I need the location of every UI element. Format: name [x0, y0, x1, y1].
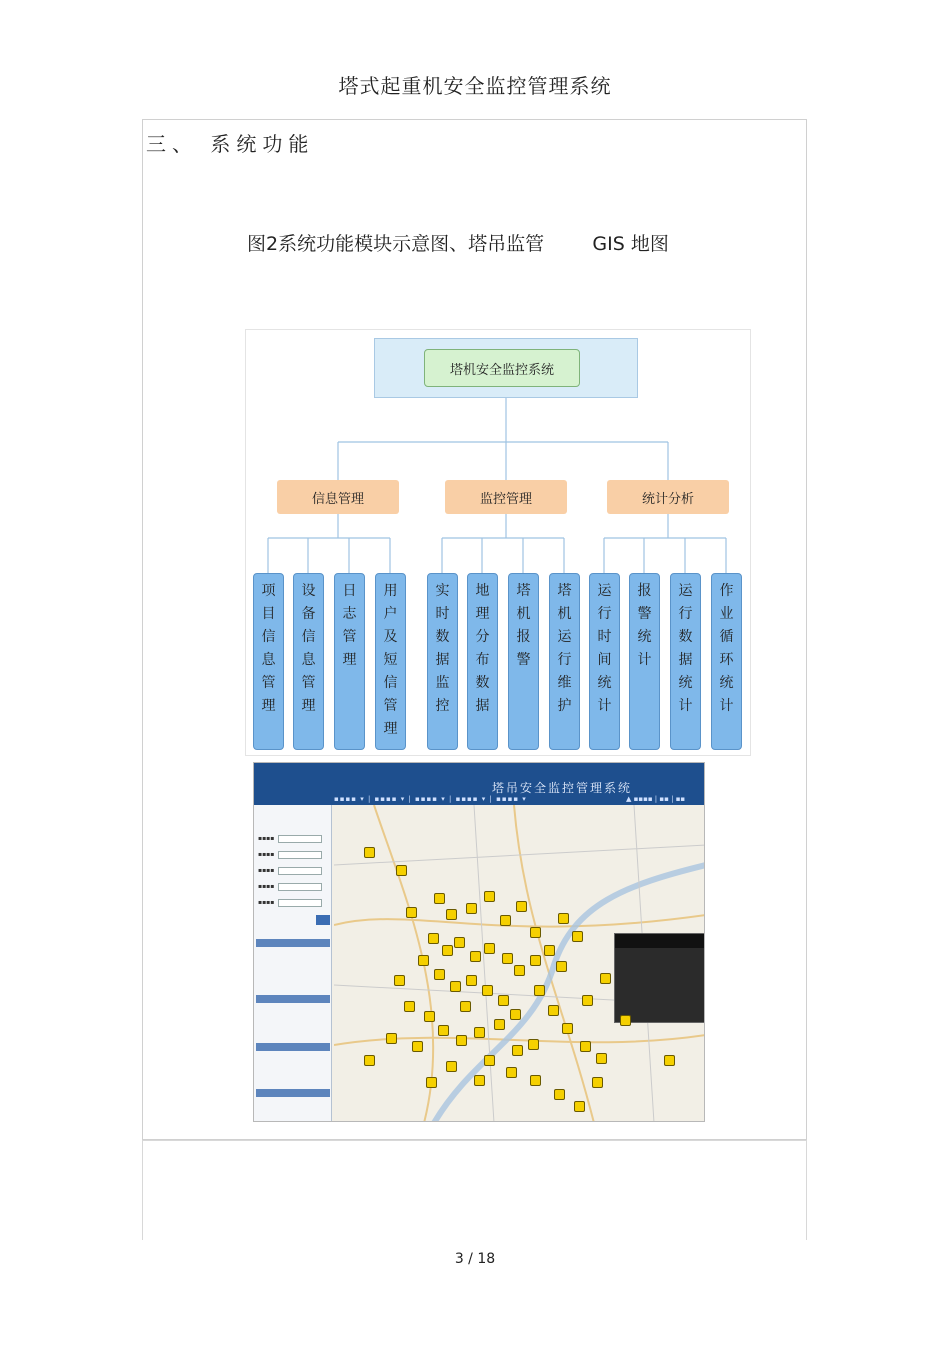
- tower-crane-marker-icon: [364, 1055, 375, 1066]
- gis-header: [254, 763, 705, 805]
- gis-title: 塔吊安全监控管理系统: [492, 781, 633, 795]
- tower-crane-marker-icon: [530, 927, 541, 938]
- tower-crane-marker-icon: [482, 985, 493, 996]
- tower-crane-marker-icon: [500, 915, 511, 926]
- leaf-node: 项 目 信 息 管 理: [253, 573, 284, 750]
- tower-crane-marker-icon: [494, 1019, 505, 1030]
- tower-crane-marker-icon: [396, 865, 407, 876]
- leaf-node: 日 志 管 理: [334, 573, 365, 750]
- tower-crane-marker-icon: [474, 1075, 485, 1086]
- gis-map-screenshot: [253, 762, 705, 1122]
- tower-crane-marker-icon: [620, 1015, 631, 1026]
- tower-crane-marker-icon: [498, 995, 509, 1006]
- leaf-node: 实 时 数 据 监 控: [427, 573, 458, 750]
- tower-crane-marker-icon: [530, 955, 541, 966]
- tower-crane-marker-icon: [512, 1045, 523, 1056]
- tower-crane-marker-icon: [406, 907, 417, 918]
- search-button: [316, 915, 330, 925]
- list-item-header: [256, 939, 330, 947]
- tower-crane-marker-icon: [572, 931, 583, 942]
- tower-crane-marker-icon: [454, 937, 465, 948]
- tower-crane-marker-icon: [548, 1005, 559, 1016]
- tower-crane-marker-icon: [514, 965, 525, 976]
- filter-input: [278, 883, 322, 891]
- filter-label: ▪▪▪▪: [258, 867, 275, 874]
- tower-crane-marker-icon: [460, 1001, 471, 1012]
- tower-crane-marker-icon: [484, 891, 495, 902]
- info-popup: [614, 933, 705, 1023]
- tower-crane-marker-icon: [404, 1001, 415, 1012]
- filter-label: ▪▪▪▪: [258, 899, 275, 906]
- tower-crane-marker-icon: [596, 1053, 607, 1064]
- tower-crane-marker-icon: [394, 975, 405, 986]
- tower-crane-marker-icon: [600, 973, 611, 984]
- leaf-node: 塔 机 报 警: [508, 573, 539, 750]
- tower-crane-marker-icon: [530, 1075, 541, 1086]
- tower-crane-marker-icon: [424, 1011, 435, 1022]
- tower-crane-marker-icon: [446, 1061, 457, 1072]
- page-number: 3 / 18: [454, 1251, 496, 1267]
- tower-crane-marker-icon: [456, 1035, 467, 1046]
- tower-crane-marker-icon: [470, 951, 481, 962]
- list-item-header: [256, 995, 330, 1003]
- tower-crane-marker-icon: [484, 1055, 495, 1066]
- tower-crane-marker-icon: [484, 943, 495, 954]
- tower-crane-marker-icon: [534, 985, 545, 996]
- category-node: 统计分析: [607, 480, 729, 514]
- tower-crane-marker-icon: [544, 945, 555, 956]
- gis-sidebar: [254, 805, 332, 1122]
- figure-caption: 图2系统功能模块示意图、塔吊监管 GIS 地图: [247, 233, 669, 255]
- leaf-node: 地 理 分 布 数 据: [467, 573, 498, 750]
- tower-crane-marker-icon: [450, 981, 461, 992]
- tower-crane-marker-icon: [580, 1041, 591, 1052]
- tower-crane-marker-icon: [386, 1033, 397, 1044]
- tower-crane-marker-icon: [446, 909, 457, 920]
- tower-crane-marker-icon: [426, 1077, 437, 1088]
- filter-label: ▪▪▪▪: [258, 883, 275, 890]
- tower-crane-marker-icon: [592, 1077, 603, 1088]
- filter-label: ▪▪▪▪: [258, 851, 275, 858]
- leaf-node: 运 行 数 据 统 计: [670, 573, 701, 750]
- leaf-node: 报 警 统 计: [629, 573, 660, 750]
- gis-nav-bar: ▪▪▪▪ ▾ | ▪▪▪▪ ▾ | ▪▪▪▪ ▾ | ▪▪▪▪ ▾ | ▪▪▪▪ ▾: [334, 795, 527, 803]
- tower-crane-marker-icon: [510, 1009, 521, 1020]
- tower-crane-marker-icon: [364, 847, 375, 858]
- leaf-node: 用 户 及 短 信 管 理: [375, 573, 406, 750]
- tower-crane-marker-icon: [516, 901, 527, 912]
- tower-crane-marker-icon: [506, 1067, 517, 1078]
- leaf-node: 运 行 时 间 统 计: [589, 573, 620, 750]
- category-node: 信息管理: [277, 480, 399, 514]
- leaf-node: 设 备 信 息 管 理: [293, 573, 324, 750]
- next-content-frame: [142, 1140, 807, 1240]
- section-heading: 三、 系统功能: [146, 132, 315, 156]
- filter-select: [278, 867, 322, 875]
- category-node: 监控管理: [445, 480, 567, 514]
- tower-crane-marker-icon: [562, 1023, 573, 1034]
- tower-crane-marker-icon: [556, 961, 567, 972]
- root-node: 塔机安全监控系统: [424, 349, 580, 387]
- leaf-node: 塔 机 运 行 维 护: [549, 573, 580, 750]
- tower-crane-marker-icon: [474, 1027, 485, 1038]
- user-icon: ▲ ▪▪▪▪ | ▪▪ | ▪▪: [626, 795, 686, 803]
- tower-crane-marker-icon: [434, 893, 445, 904]
- tower-crane-marker-icon: [574, 1101, 585, 1112]
- tower-crane-marker-icon: [554, 1089, 565, 1100]
- list-item-header: [256, 1043, 330, 1051]
- tower-crane-marker-icon: [558, 913, 569, 924]
- tower-crane-marker-icon: [466, 975, 477, 986]
- filter-input: [278, 899, 322, 907]
- tower-crane-marker-icon: [418, 955, 429, 966]
- list-item-header: [256, 1089, 330, 1097]
- gis-map: [334, 805, 705, 1122]
- tower-crane-marker-icon: [582, 995, 593, 1006]
- tower-crane-marker-icon: [438, 1025, 449, 1036]
- tower-crane-marker-icon: [412, 1041, 423, 1052]
- leaf-node: 作 业 循 环 统 计: [711, 573, 742, 750]
- tower-crane-marker-icon: [466, 903, 477, 914]
- tower-crane-marker-icon: [502, 953, 513, 964]
- tower-crane-marker-icon: [434, 969, 445, 980]
- filter-select: [278, 851, 322, 859]
- system-module-diagram: [245, 329, 751, 756]
- tower-crane-marker-icon: [428, 933, 439, 944]
- document-title: 塔式起重机安全监控管理系统: [338, 74, 612, 98]
- tower-crane-marker-icon: [528, 1039, 539, 1050]
- tower-crane-marker-icon: [442, 945, 453, 956]
- tower-crane-marker-icon: [664, 1055, 675, 1066]
- filter-select: [278, 835, 322, 843]
- filter-label: ▪▪▪▪: [258, 835, 275, 842]
